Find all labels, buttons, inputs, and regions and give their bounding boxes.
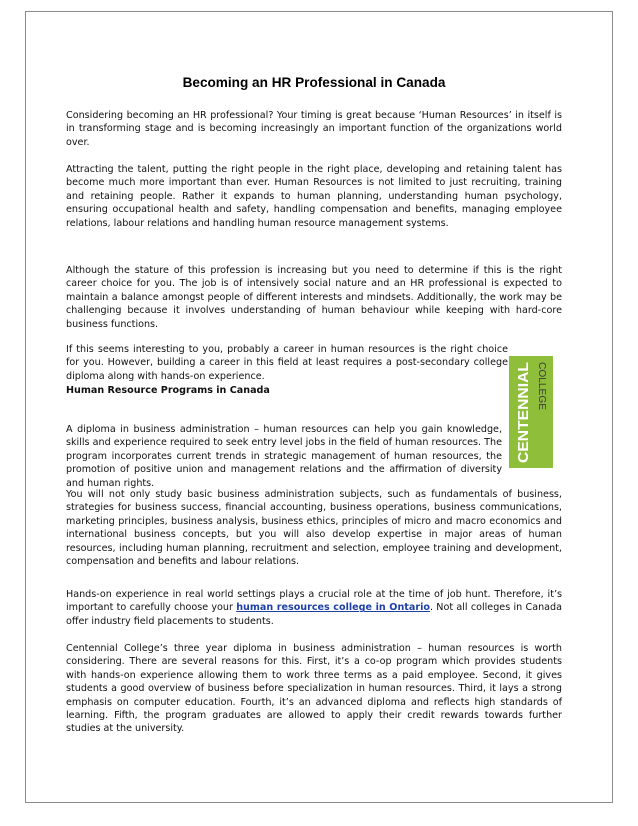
- talent-paragraph: Attracting the talent, putting the right people in the right place, developing and retaining talent has become much more important than ever. Human Resources is not limited to just recruiting, training and retaining people. Rather it expands to human planning, understanding human psychology, ensuring occupational health and safety, handling compensation and benefits, managing employee relations, labour relations and handling human resource management systems.: [66, 164, 562, 229]
- logo-word-sub: COLLEGE: [536, 362, 548, 412]
- handson-text-after: . Not all colleges in Canada offer industry field placements to students.: [66, 602, 562, 627]
- stature-paragraph: Although the stature of this profession is increasing but you need to determine if this is the right career choice for you. The job is of intensively social nature and an HR professional is expected to maintain a balance amongst people of different interests and mindsets. Additionally, the work may be challenging because it involves understanding of human behaviour while keeping with hard-core business functions.: [66, 265, 562, 330]
- intro-paragraph: Considering becoming an HR professional? Your timing is great because ‘Human Resources’ in itself is in transforming stage and is becoming increasingly an important function of the organizations world over.: [66, 110, 562, 148]
- handson-paragraph: [66, 588, 562, 628]
- diploma-paragraph: A diploma in business administration – human resources can help you gain knowledge, skills and experience required to seek entry level jobs in the field of human resources. The program incorporates current trends in strategic management of human resources, the promotion of positive union and management relations and the affirmation of diversity and human rights.: [66, 424, 502, 489]
- section-heading: Human Resource Programs in Canada: [66, 385, 270, 396]
- logo-word-main: CENTENNIAL: [516, 369, 532, 463]
- logo-graphic: [509, 356, 553, 468]
- centennial-paragraph: Centennial College’s three year diploma in business administration – human resources is worth considering. There are several reasons for this. First, it’s a co-op program which provides students with hands-on experience allowing them to work three terms as a paid employee. Second, it gives students a good overview of business before specialization in human resources. Third, it lays a strong emphasis on computer education. Fourth, it’s an advanced diploma and reflects high standards of learning. Fifth, the program graduates are allowed to apply their credit rewards towards further studies at the university.: [66, 643, 562, 735]
- document-page: [25, 11, 613, 803]
- document-title: Becoming an HR Professional in Canada: [182, 75, 446, 90]
- college-link[interactable]: human resources college in Ontario: [236, 602, 430, 614]
- centennial-college-logo: [509, 356, 553, 468]
- study-paragraph: You will not only study basic business administration subjects, such as fundamentals of business, strategies for business success, financial accounting, business operations, business communications, marketing principles, business analysis, business ethics, principles of micro and macro economics and international business concepts, but you will also develop expertise in major areas of human resources, including human planning, recruitment and selection, employee training and development, compensation and benefits and labour relations.: [66, 489, 562, 568]
- handson-text-before: Hands-on experience in real world settings plays a crucial role at the time of job hunt. Therefore, it’s important to carefully choose your: [66, 589, 562, 614]
- career-paragraph: If this seems interesting to you, probably a career in human resources is the right choice for you. However, building a career in this field at least requires a post-secondary college diploma along with hands-on experience.: [66, 344, 508, 382]
